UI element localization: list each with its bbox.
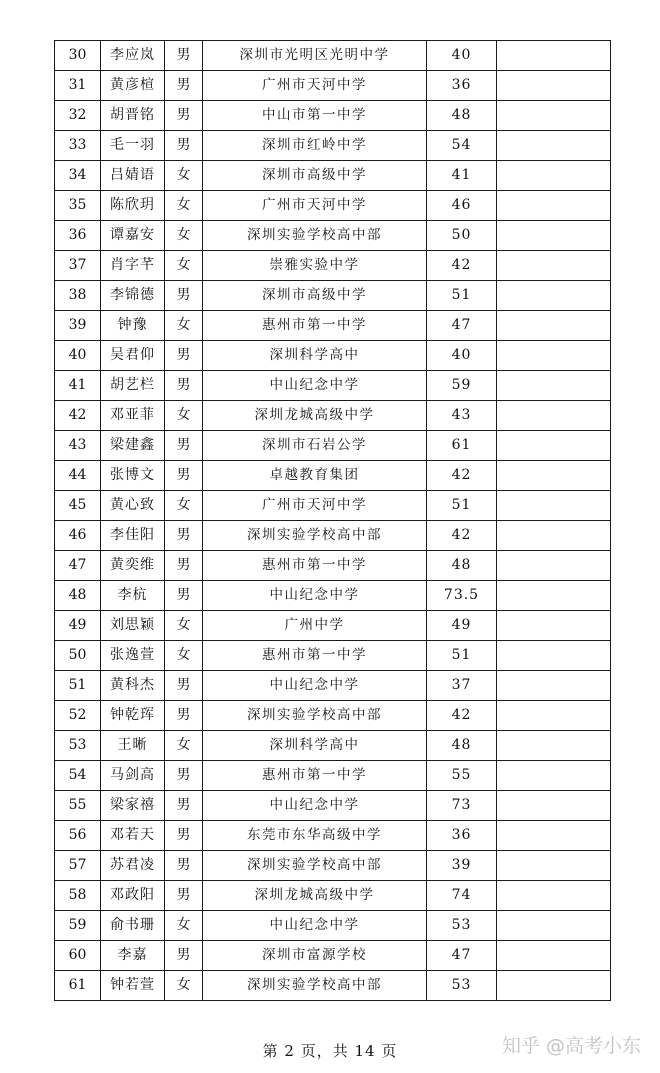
gender-cell: 男 <box>165 101 203 131</box>
table-row <box>55 671 611 701</box>
school-name-cell: 崇雅实验中学 <box>203 251 427 281</box>
remarks-cell <box>497 881 611 911</box>
remarks-cell <box>497 851 611 881</box>
row-number-cell: 53 <box>55 731 101 761</box>
remarks-cell <box>497 131 611 161</box>
student-name-cell: 黄心致 <box>101 491 165 521</box>
student-name-cell: 苏君凌 <box>101 851 165 881</box>
school-name-cell: 深圳市富源学校 <box>203 941 427 971</box>
remarks-cell <box>497 311 611 341</box>
score-cell: 51 <box>427 491 497 521</box>
school-name-cell: 惠州市第一中学 <box>203 641 427 671</box>
remarks-cell <box>497 611 611 641</box>
school-name-cell: 东莞市东华高级中学 <box>203 821 427 851</box>
school-name-cell: 卓越教育集团 <box>203 461 427 491</box>
table-row <box>55 401 611 431</box>
school-name-cell: 深圳市石岩公学 <box>203 431 427 461</box>
table-row <box>55 701 611 731</box>
student-name-cell: 黄科杰 <box>101 671 165 701</box>
row-number-cell: 40 <box>55 341 101 371</box>
row-number-cell: 31 <box>55 71 101 101</box>
row-number-cell: 52 <box>55 701 101 731</box>
school-name-cell: 深圳龙城高级中学 <box>203 881 427 911</box>
student-name-cell: 李锦德 <box>101 281 165 311</box>
school-name-cell: 深圳实验学校高中部 <box>203 701 427 731</box>
gender-cell: 男 <box>165 791 203 821</box>
table-row <box>55 131 611 161</box>
row-number-cell: 54 <box>55 761 101 791</box>
gender-cell: 男 <box>165 851 203 881</box>
row-number-cell: 45 <box>55 491 101 521</box>
table-row <box>55 281 611 311</box>
student-name-cell: 李应岚 <box>101 41 165 71</box>
score-cell: 40 <box>427 41 497 71</box>
school-name-cell: 中山市第一中学 <box>203 101 427 131</box>
remarks-cell <box>497 251 611 281</box>
school-name-cell: 惠州市第一中学 <box>203 761 427 791</box>
student-name-cell: 李杭 <box>101 581 165 611</box>
remarks-cell <box>497 941 611 971</box>
row-number-cell: 33 <box>55 131 101 161</box>
table-row <box>55 641 611 671</box>
row-number-cell: 49 <box>55 611 101 641</box>
table-row <box>55 311 611 341</box>
student-name-cell: 钟乾珲 <box>101 701 165 731</box>
page-number: 第 2 页，共 14 页 <box>262 1042 398 1060</box>
row-number-cell: 32 <box>55 101 101 131</box>
watermark: 知乎 @高考小东 <box>502 1035 642 1057</box>
student-name-cell: 吴君仰 <box>101 341 165 371</box>
gender-cell: 女 <box>165 731 203 761</box>
score-cell: 42 <box>427 701 497 731</box>
score-cell: 61 <box>427 431 497 461</box>
remarks-cell <box>497 71 611 101</box>
school-name-cell: 深圳科学高中 <box>203 341 427 371</box>
remarks-cell <box>497 791 611 821</box>
gender-cell: 男 <box>165 581 203 611</box>
score-cell: 48 <box>427 551 497 581</box>
gender-cell: 男 <box>165 131 203 161</box>
roster-table <box>54 40 611 1001</box>
score-cell: 55 <box>427 761 497 791</box>
score-cell: 51 <box>427 281 497 311</box>
remarks-cell <box>497 191 611 221</box>
gender-cell: 女 <box>165 491 203 521</box>
table-row <box>55 521 611 551</box>
school-name-cell: 深圳龙城高级中学 <box>203 401 427 431</box>
school-name-cell: 中山纪念中学 <box>203 581 427 611</box>
row-number-cell: 55 <box>55 791 101 821</box>
row-number-cell: 48 <box>55 581 101 611</box>
table-row <box>55 881 611 911</box>
score-cell: 48 <box>427 101 497 131</box>
row-number-cell: 36 <box>55 221 101 251</box>
row-number-cell: 47 <box>55 551 101 581</box>
school-name-cell: 深圳实验学校高中部 <box>203 971 427 1001</box>
gender-cell: 女 <box>165 911 203 941</box>
gender-cell: 男 <box>165 341 203 371</box>
school-name-cell: 深圳实验学校高中部 <box>203 521 427 551</box>
score-cell: 42 <box>427 461 497 491</box>
row-number-cell: 43 <box>55 431 101 461</box>
student-name-cell: 李佳阳 <box>101 521 165 551</box>
score-cell: 53 <box>427 971 497 1001</box>
row-number-cell: 50 <box>55 641 101 671</box>
row-number-cell: 39 <box>55 311 101 341</box>
table-row <box>55 611 611 641</box>
remarks-cell <box>497 731 611 761</box>
school-name-cell: 惠州市第一中学 <box>203 551 427 581</box>
remarks-cell <box>497 971 611 1001</box>
score-cell: 42 <box>427 521 497 551</box>
school-name-cell: 深圳实验学校高中部 <box>203 221 427 251</box>
school-name-cell: 中山纪念中学 <box>203 791 427 821</box>
student-name-cell: 胡艺栏 <box>101 371 165 401</box>
row-number-cell: 30 <box>55 41 101 71</box>
gender-cell: 男 <box>165 41 203 71</box>
gender-cell: 女 <box>165 221 203 251</box>
score-cell: 42 <box>427 251 497 281</box>
student-name-cell: 王晰 <box>101 731 165 761</box>
gender-cell: 男 <box>165 701 203 731</box>
remarks-cell <box>497 551 611 581</box>
table-row <box>55 341 611 371</box>
row-number-cell: 56 <box>55 821 101 851</box>
remarks-cell <box>497 581 611 611</box>
school-name-cell: 深圳市高级中学 <box>203 161 427 191</box>
remarks-cell <box>497 401 611 431</box>
student-name-cell: 黄彦楦 <box>101 71 165 101</box>
score-cell: 50 <box>427 221 497 251</box>
gender-cell: 女 <box>165 161 203 191</box>
remarks-cell <box>497 761 611 791</box>
score-cell: 51 <box>427 641 497 671</box>
student-name-cell: 黄奕维 <box>101 551 165 581</box>
score-cell: 39 <box>427 851 497 881</box>
row-number-cell: 34 <box>55 161 101 191</box>
gender-cell: 女 <box>165 191 203 221</box>
table-row <box>55 431 611 461</box>
score-cell: 47 <box>427 311 497 341</box>
student-name-cell: 张博文 <box>101 461 165 491</box>
school-name-cell: 广州市天河中学 <box>203 71 427 101</box>
school-name-cell: 中山纪念中学 <box>203 671 427 701</box>
student-name-cell: 谭嘉安 <box>101 221 165 251</box>
score-cell: 43 <box>427 401 497 431</box>
student-name-cell: 邓若天 <box>101 821 165 851</box>
student-name-cell: 马剑高 <box>101 761 165 791</box>
table-row <box>55 731 611 761</box>
table-row <box>55 911 611 941</box>
table-row <box>55 191 611 221</box>
remarks-cell <box>497 281 611 311</box>
table-row <box>55 161 611 191</box>
gender-cell: 男 <box>165 941 203 971</box>
score-cell: 53 <box>427 911 497 941</box>
student-name-cell: 刘思颖 <box>101 611 165 641</box>
score-cell: 47 <box>427 941 497 971</box>
remarks-cell <box>497 461 611 491</box>
table-row <box>55 581 611 611</box>
remarks-cell <box>497 911 611 941</box>
remarks-cell <box>497 161 611 191</box>
student-name-cell: 吕婧语 <box>101 161 165 191</box>
student-name-cell: 钟若萱 <box>101 971 165 1001</box>
gender-cell: 女 <box>165 251 203 281</box>
score-cell: 36 <box>427 71 497 101</box>
roster-body <box>55 41 611 1001</box>
school-name-cell: 广州中学 <box>203 611 427 641</box>
table-row <box>55 941 611 971</box>
school-name-cell: 惠州市第一中学 <box>203 311 427 341</box>
table-row <box>55 221 611 251</box>
gender-cell: 男 <box>165 761 203 791</box>
gender-cell: 男 <box>165 281 203 311</box>
remarks-cell <box>497 101 611 131</box>
student-name-cell: 钟豫 <box>101 311 165 341</box>
row-number-cell: 38 <box>55 281 101 311</box>
student-name-cell: 俞书珊 <box>101 911 165 941</box>
gender-cell: 男 <box>165 521 203 551</box>
score-cell: 37 <box>427 671 497 701</box>
student-name-cell: 邓亚菲 <box>101 401 165 431</box>
gender-cell: 男 <box>165 431 203 461</box>
score-cell: 46 <box>427 191 497 221</box>
row-number-cell: 57 <box>55 851 101 881</box>
school-name-cell: 广州市天河中学 <box>203 491 427 521</box>
remarks-cell <box>497 371 611 401</box>
table-row <box>55 41 611 71</box>
remarks-cell <box>497 341 611 371</box>
row-number-cell: 61 <box>55 971 101 1001</box>
student-name-cell: 梁家禧 <box>101 791 165 821</box>
remarks-cell <box>497 41 611 71</box>
student-name-cell: 毛一羽 <box>101 131 165 161</box>
row-number-cell: 44 <box>55 461 101 491</box>
table-row <box>55 971 611 1001</box>
row-number-cell: 58 <box>55 881 101 911</box>
table-row <box>55 71 611 101</box>
remarks-cell <box>497 701 611 731</box>
school-name-cell: 深圳市高级中学 <box>203 281 427 311</box>
gender-cell: 女 <box>165 311 203 341</box>
row-number-cell: 41 <box>55 371 101 401</box>
score-cell: 49 <box>427 611 497 641</box>
table-row <box>55 791 611 821</box>
gender-cell: 女 <box>165 611 203 641</box>
table-row <box>55 461 611 491</box>
remarks-cell <box>497 491 611 521</box>
table-row <box>55 551 611 581</box>
score-cell: 73.5 <box>427 581 497 611</box>
score-cell: 40 <box>427 341 497 371</box>
student-name-cell: 李嘉 <box>101 941 165 971</box>
row-number-cell: 59 <box>55 911 101 941</box>
score-cell: 54 <box>427 131 497 161</box>
school-name-cell: 广州市天河中学 <box>203 191 427 221</box>
student-name-cell: 张逸萱 <box>101 641 165 671</box>
student-name-cell: 邓政阳 <box>101 881 165 911</box>
remarks-cell <box>497 521 611 551</box>
school-name-cell: 深圳市光明区光明中学 <box>203 41 427 71</box>
score-cell: 74 <box>427 881 497 911</box>
school-name-cell: 中山纪念中学 <box>203 911 427 941</box>
table-row <box>55 821 611 851</box>
student-name-cell: 胡晋铭 <box>101 101 165 131</box>
gender-cell: 男 <box>165 671 203 701</box>
student-name-cell: 梁建鑫 <box>101 431 165 461</box>
score-cell: 59 <box>427 371 497 401</box>
school-name-cell: 深圳实验学校高中部 <box>203 851 427 881</box>
gender-cell: 男 <box>165 881 203 911</box>
gender-cell: 女 <box>165 641 203 671</box>
remarks-cell <box>497 221 611 251</box>
row-number-cell: 46 <box>55 521 101 551</box>
student-name-cell: 陈欣玥 <box>101 191 165 221</box>
row-number-cell: 37 <box>55 251 101 281</box>
table-row <box>55 491 611 521</box>
remarks-cell <box>497 641 611 671</box>
gender-cell: 男 <box>165 551 203 581</box>
school-name-cell: 深圳科学高中 <box>203 731 427 761</box>
remarks-cell <box>497 431 611 461</box>
score-cell: 36 <box>427 821 497 851</box>
gender-cell: 男 <box>165 461 203 491</box>
table-row <box>55 101 611 131</box>
gender-cell: 男 <box>165 71 203 101</box>
table-row <box>55 851 611 881</box>
table-row <box>55 371 611 401</box>
school-name-cell: 中山纪念中学 <box>203 371 427 401</box>
student-name-cell: 肖字芊 <box>101 251 165 281</box>
row-number-cell: 35 <box>55 191 101 221</box>
school-name-cell: 深圳市红岭中学 <box>203 131 427 161</box>
gender-cell: 男 <box>165 821 203 851</box>
remarks-cell <box>497 671 611 701</box>
row-number-cell: 42 <box>55 401 101 431</box>
remarks-cell <box>497 821 611 851</box>
score-cell: 41 <box>427 161 497 191</box>
row-number-cell: 60 <box>55 941 101 971</box>
score-cell: 48 <box>427 731 497 761</box>
gender-cell: 男 <box>165 371 203 401</box>
gender-cell: 女 <box>165 401 203 431</box>
gender-cell: 女 <box>165 971 203 1001</box>
score-cell: 73 <box>427 791 497 821</box>
row-number-cell: 51 <box>55 671 101 701</box>
table-row <box>55 761 611 791</box>
table-row <box>55 251 611 281</box>
